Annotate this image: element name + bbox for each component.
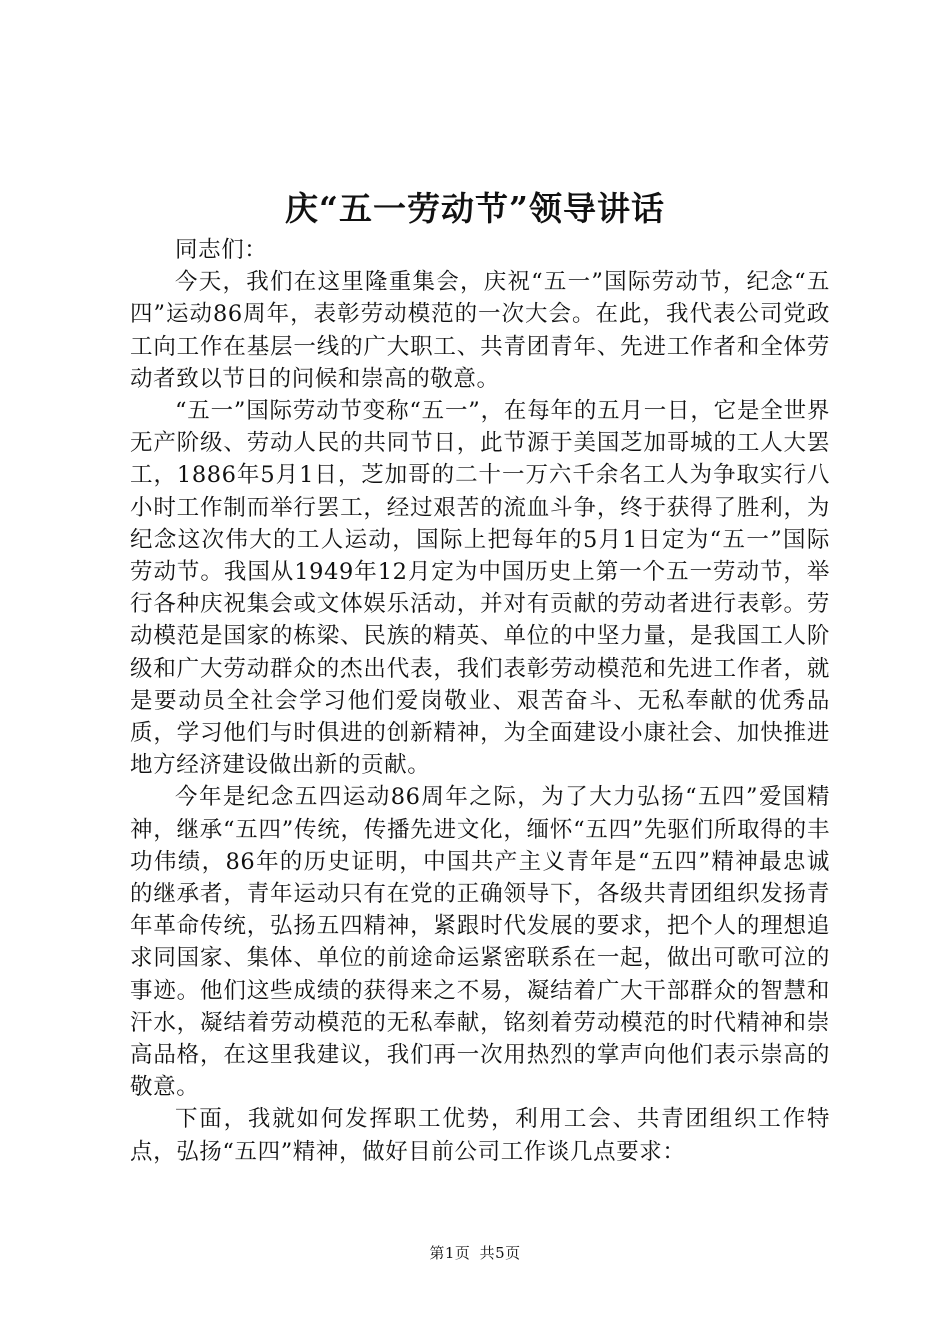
paragraph-1: 今天，我们在这里隆重集会，庆祝“五一”国际劳动节，纪念“五四”运动86周年，表彰劳动模范的一次大会。在此，我代表公司党政工向工作在基层一线的广大职工、共青团青年、先进工作者和全体劳动者致以节日的问候和崇高的敬意。 [130,269,830,392]
paragraph-3: 今年是纪念五四运动86周年之际，为了大力弘扬“五四”爱国精神，继承“五四”传统，传播先进文化，缅怀“五四”先驱们所取得的丰功伟绩，86年的历史证明，中国共产主义青年是“五四”精神最忠诚的继承者，青年运动只有在党的正确领导下，各级共青团组织发扬青年革命传统，弘扬五四精神，紧跟时代发展的要求，把个人的理想追求同国家、集体、单位的前途命运紧密联系在一起，做出可歌可泣的事迹。他们这些成绩的获得来之不易，凝结着广大干部群众的智慧和汗水，凝结着劳动模范的无私奉献，铭刻着劳动模范的时代精神和崇高品格，在这里我建议，我们再一次用热烈的掌声向他们表示崇高的敬意。 [130,784,830,1101]
paragraph-2: “五一”国际劳动节变称“五一”，在每年的五月一日，它是全世界无产阶级、劳动人民的共同节日，此节源于美国芝加哥城的工人大罢工，1886年5月1日，芝加哥的二十一万六千余名工人为争取实行八小时工作制而举行罢工，经过艰苦的流血斗争，终于获得了胜利，为纪念这次伟大的工人运动，国际上把每年的5月1日定为“五一”国际劳动节。我国从1949年12月定为中国历史上第一个五一劳动节，举行各种庆祝集会或文体娱乐活动，并对有贡献的劳动者进行表彰。劳动模范是国家的栋梁、民族的精英、单位的中坚力量，是我国工人阶级和广大劳动群众的杰出代表，我们表彰劳动模范和先进工作者，就是要动员全社会学习他们爱岗敬业、艰苦奋斗、无私奉献的优秀品质，学习他们与时俱进的创新精神，为全面建设小康社会、加快推进地方经济建设做出新的贡献。 [130,398,830,779]
salutation: 同志们： [175,237,268,263]
paragraph-4: 下面，我就如何发挥职工优势，利用工会、共青团组织工作特点，弘扬“五四”精神，做好目前公司工作谈几点要求： [130,1106,830,1165]
document-title: 庆“五一劳动节”领导讲话 [285,189,665,228]
page-number-footer: 第1页 共5页 [429,1244,521,1262]
document-body [130,234,830,1168]
